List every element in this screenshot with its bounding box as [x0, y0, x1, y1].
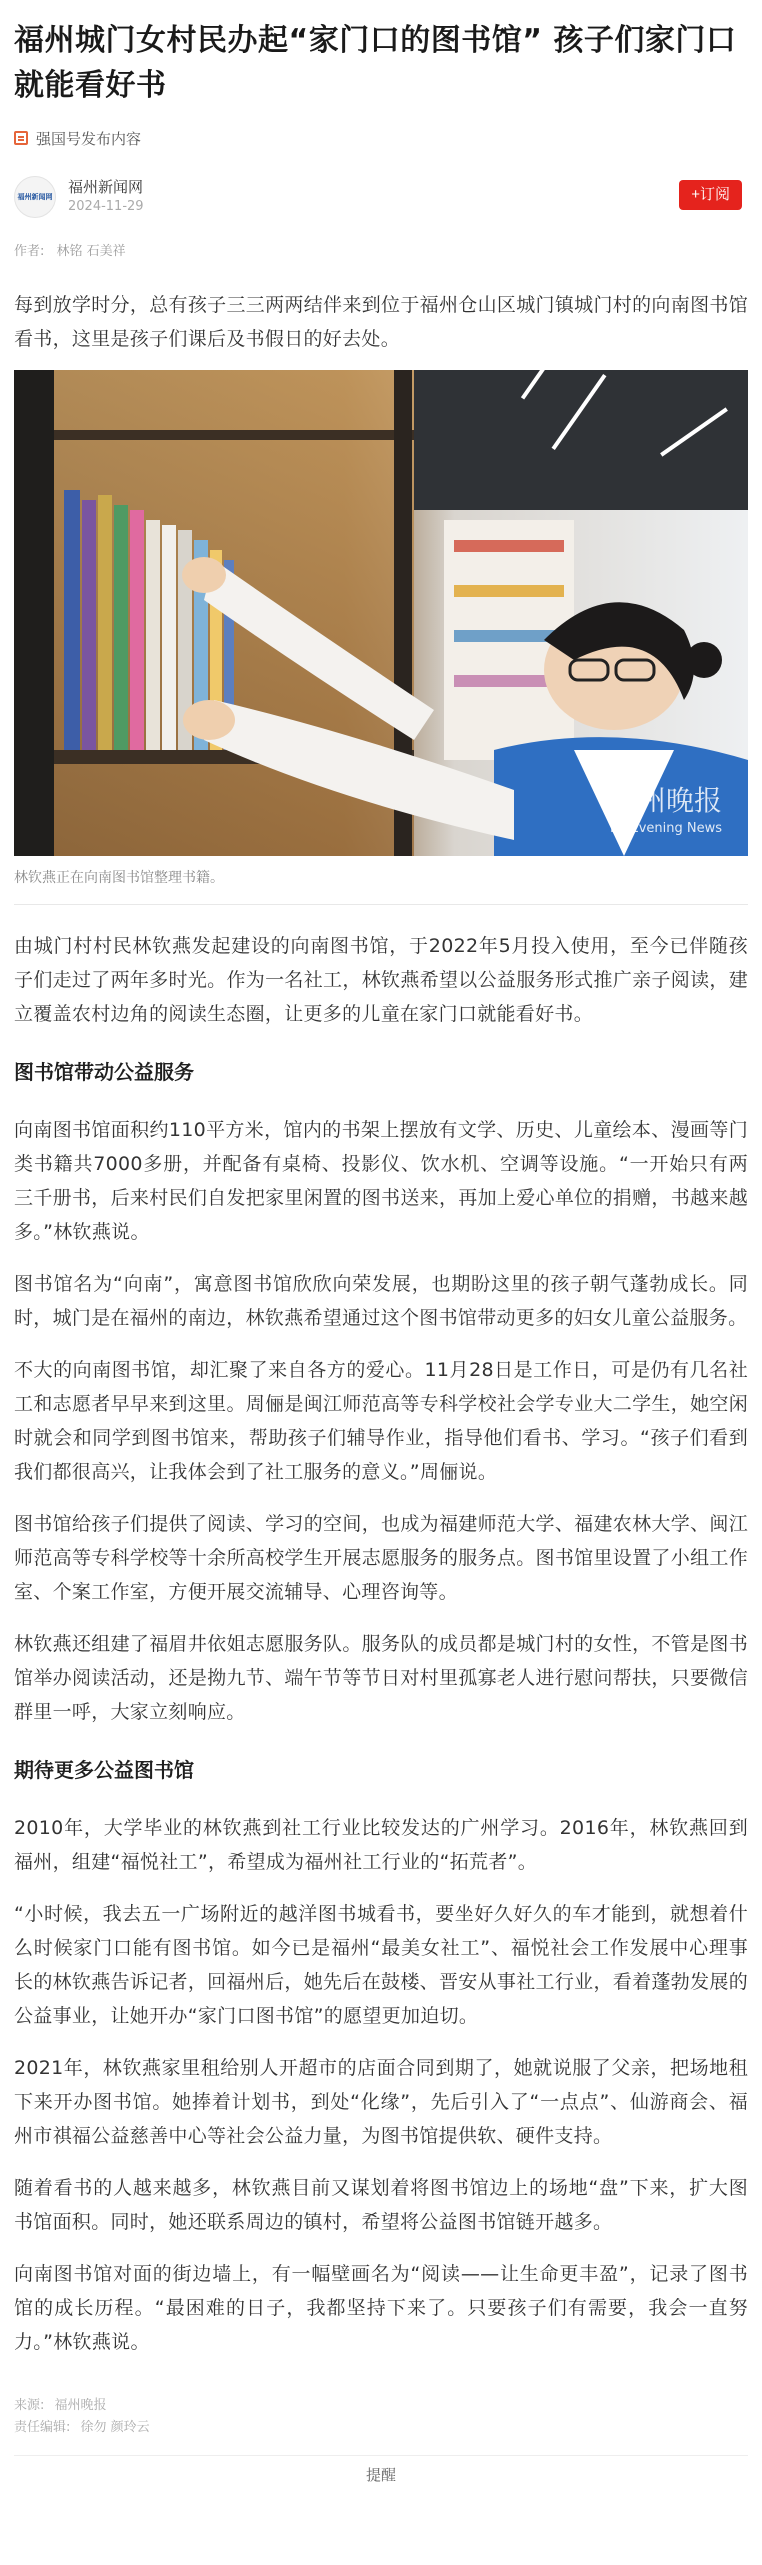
source-line [14, 2395, 748, 2417]
byline-label: 作者: [14, 244, 45, 259]
paragraph-8: “小时候，我去五一广场附近的越洋图书城看书，要坐好久好久的车才能到，就想着什么时候家门口能有图书馆。如今已是福州“最美女社工”、福悦社会工作发展中心理事长的林钦燕告诉记者，回福州后，她先后在鼓楼、晋安从事社工行业，看着蓬勃发展的公益事业，让她开办“家门口图书馆”的愿望更加迫切。 [14, 1903, 748, 2027]
section-heading-1: 图书馆带动公益服务 [14, 1060, 194, 1084]
editor-value: 徐勿 颜玲云 [80, 2420, 150, 2435]
paragraph-2: 向南图书馆面积约110平方米，馆内的书架上摆放有文学、历史、儿童绘本、漫画等门类书籍共7000多册，并配备有桌椅、投影仪、饮水机、空调等设施。“一开始只有两三千册书，后来村民们自发把家里闲置的图书送来，再加上爱心单位的捐赠，书越来越多。”林钦燕说。 [14, 1119, 748, 1243]
byline [14, 242, 748, 262]
paragraph-9: 2021年，林钦燕家里租给别人开超市的店面合同到期了，她就说服了父亲，把场地租下来开办图书馆。她捧着计划书，到处“化缘”，先后引入了“一点点”、仙游商会、福州市祺福公益慈善中心等社会公益力量，为图书馆提供软、硬件支持。 [14, 2057, 748, 2147]
subscribe-button[interactable]: +订阅 [679, 180, 742, 210]
byline-names: 林铭 石美祥 [56, 244, 126, 259]
intro-paragraph: 每到放学时分，总有孩子三三两两结伴来到位于福州仓山区城门镇城门村的向南图书馆看书，这里是孩子们课后及书假日的好去处。 [14, 294, 748, 350]
report-link[interactable]: 提醒 [365, 2465, 396, 2484]
source-value: 福州晚报 [54, 2398, 107, 2413]
editor-line [14, 2417, 748, 2439]
publisher-tag-label: 强国号发布内容 [36, 129, 142, 148]
source-block [14, 2395, 748, 2439]
paragraph-3: 图书馆名为“向南”，寓意图书馆欣欣向荣发展，也期盼这里的孩子朝气蓬勃成长。同时，城门是在福州的南边，林钦燕希望通过这个图书馆带动更多的妇女儿童公益服务。 [14, 1273, 748, 1329]
bottom-bar [14, 2455, 748, 2492]
avatar-logo: 福州新闻网 [17, 193, 53, 201]
paragraph-7: 2010年，大学毕业的林钦燕到社工行业比较发达的广州学习。2016年，林钦燕回到福州，组建“福悦社工”，希望成为福州社工行业的“拓荒者”。 [14, 1817, 748, 1873]
document-icon [14, 131, 28, 145]
paragraph-6: 林钦燕还组建了福眉井依姐志愿服务队。服务队的成员都是城门村的女性，不管是图书馆举办阅读活动，还是拗九节、端午节等节日对村里孤寡老人进行慰问帮扶，只要微信群里一呼，大家立刻响应。 [14, 1633, 748, 1723]
article-photo [14, 370, 748, 905]
publisher-tag [14, 124, 748, 152]
source-label: 来源: [14, 2398, 45, 2413]
editor-label: 责任编辑: [14, 2420, 71, 2435]
author-meta [68, 177, 144, 217]
publish-date: 2024-11-29 [68, 199, 144, 214]
paragraph-10: 随着看书的人越来越多，林钦燕目前又谋划着将图书馆边上的场地“盘”下来，扩大图书馆面积。同时，她还联系周边的镇村，希望将公益图书馆链开越多。 [14, 2177, 748, 2233]
paragraph-11: 向南图书馆对面的街边墙上，有一幅壁画名为“阅读——让生命更丰盈”，记录了图书馆的成长历程。“最困难的日子，我都坚持下来了。只要孩子们有需要，我会一直努力。”林钦燕说。 [14, 2263, 748, 2353]
librarian-photo [14, 370, 748, 856]
author-row [14, 172, 748, 222]
photo-watermark-en: FZ Evening News [609, 821, 722, 836]
article-title: 福州城门女村民办起“家门口的图书馆” 孩子们家门口就能看好书 [14, 23, 737, 103]
avatar[interactable] [14, 176, 56, 218]
paragraph-5: 图书馆给孩子们提供了阅读、学习的空间，也成为福建师范大学、福建农林大学、闽江师范高等专科学校等十余所高校学生开展志愿服务的服务点。图书馆里设置了小组工作室、个案工作室，方便开展交流辅导、心理咨询等。 [14, 1513, 748, 1603]
photo-watermark-cn: 福州晚报 [609, 784, 722, 817]
author-name[interactable]: 福州新闻网 [68, 178, 144, 196]
section-heading-2: 期待更多公益图书馆 [14, 1758, 194, 1782]
paragraph-4: 不大的向南图书馆，却汇聚了来自各方的爱心。11月28日是工作日，可是仍有几名社工和志愿者早早来到这里。周俪是闽江师范高等专科学校社会学专业大二学生，她空闲时就会和同学到图书馆来，帮助孩子们辅导作业，指导他们看书、学习。“孩子们看到我们都很高兴，让我体会到了社工服务的意义。”周俪说。 [14, 1359, 748, 1483]
photo-caption: 林钦燕正在向南图书馆整理书籍。 [14, 870, 224, 886]
paragraph-1: 由城门村村民林钦燕发起建设的向南图书馆，于2022年5月投入使用，至今已伴随孩子们走过了两年多时光。作为一名社工，林钦燕希望以公益服务形式推广亲子阅读，建立覆盖农村边角的阅读生态圈，让更多的儿童在家门口就能看好书。 [14, 935, 748, 1025]
